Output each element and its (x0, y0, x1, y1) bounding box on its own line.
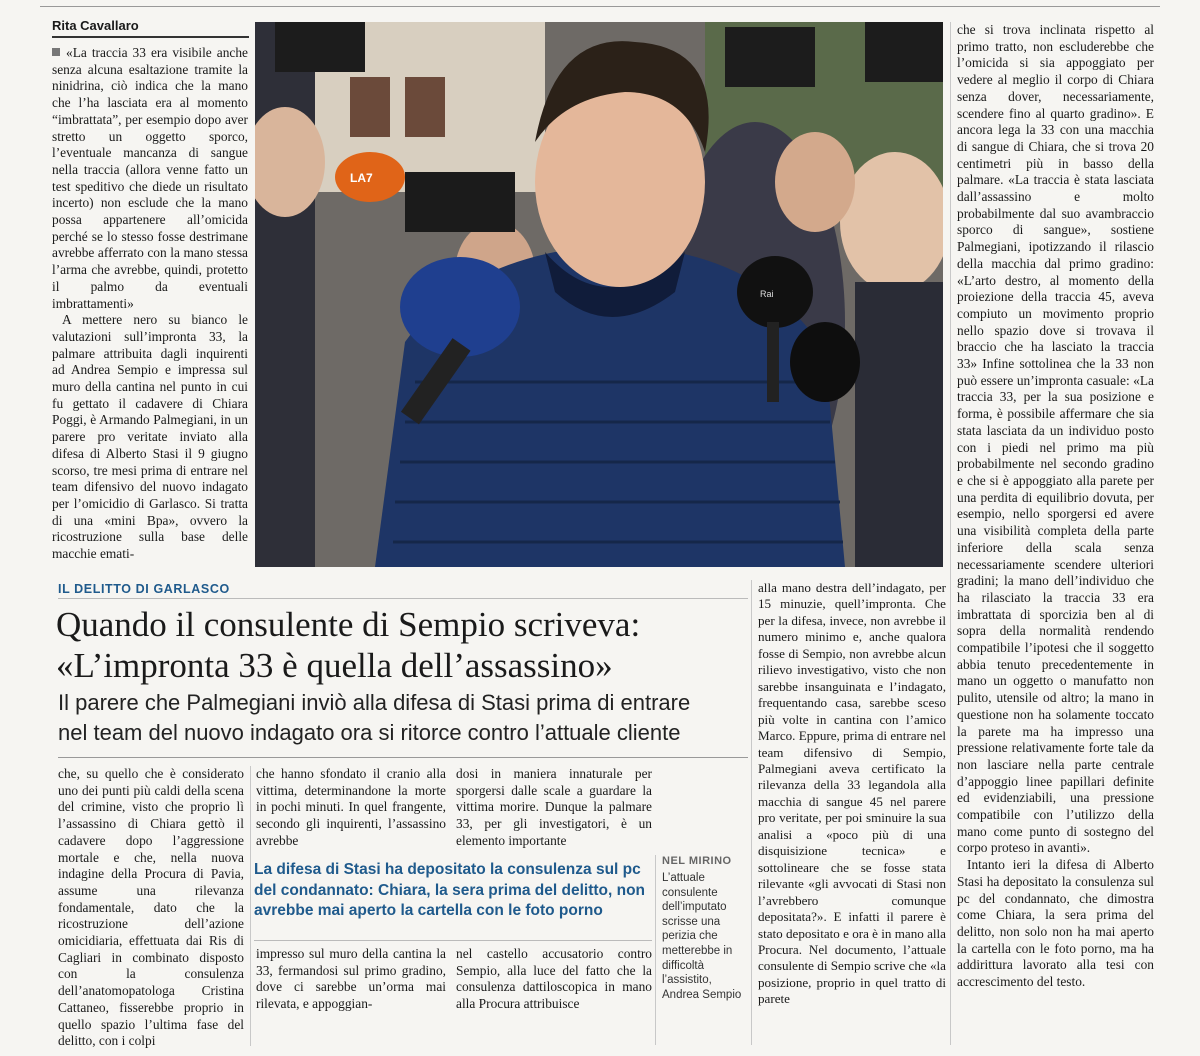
top-rule (40, 6, 1160, 7)
microphone-label: LA7 (350, 171, 373, 185)
column-divider (751, 580, 752, 1045)
subheadline-line: Il parere che Palmegiani inviò alla difesa di Stasi prima di entrare (58, 690, 691, 715)
byline-rule (52, 36, 249, 38)
section-kicker: IL DELITTO DI GARLASCO (58, 582, 230, 596)
subheadline-line: nel team del nuovo indagato ora si ritorce contro l’attuale cliente (58, 720, 681, 745)
column-divider (250, 766, 251, 1046)
column-2-top (256, 766, 446, 850)
column-3-top (456, 766, 652, 850)
column-1-top (52, 45, 248, 563)
paragraph (52, 45, 248, 312)
paragraph: che si trova inclinata rispetto al primo tratto, non escluderebbe che l’omicida si sia appoggiato per vedere al meglio il corpo di Chiara senza dover, necessariamente, scendere fino al quarto gradino». E ancora lega la 33 con una macchia di sangue di Chiara, che si trova 20 centimetri più in basso della palmare. «La traccia è stata lasciata dall’assassino e molto probabilmente dal suo avambraccio sporco di sangue», sostiene Palmegiani, ipotizzando il rilascio della macchia dal primo gradino: «L’arto destro, al momento della proiezione della traccia 45, aveva compiuto un movimento proprio nello spazio dove si trovava il braccio che ha lasciato la traccia 33» Infine sottolinea che la 33 non può essere un’impronta casuale: «La traccia 33, per la sua posizione e forma, è possibile affermare che sia stata lasciata da un individuo posto con i piedi nel primo ma più probabilmente nel secondo gradino e che si è appoggiato alla parete per una perdita di equilibrio dovuta, per esempio, nello sporgersi ed avere una visibilità completa della parte inferiore della scala senza necessariamente scendere ulteriori gradini; la mano dell’individuo che ha rilasciato la traccia 33 era imbrattata di sporcizia ben al di sopra della normalità rendendo compatibile l’ipotesi che il soggetto abbia tenuto precedentemente in mano un oggetto o manufatto non pulito, utensile od altro; la mano in questione non ha solamente toccato la parete ma ha impresso una pressione relativamente forte tale da non lasciare nella parte centrale d’appoggio linee papillari definite ed evidenziabili, una pressione compatibile con l’utilizzo della mano come punto di sostegno del corpo proteso in avanti». (957, 22, 1154, 856)
column-divider (950, 22, 951, 1045)
paragraph: che, su quello che è considerato uno dei punti più caldi della scena del crimine, visto che proprio lì l’assassino di Chiara gettò il cadavere dopo l’aggressione mortale e che, nella nuova indagine della Procura di Pavia, assume una rilevanza fondamentale, dato che la ricostruzione dell’azione omicidiaria, effettuata dai Ris di Cagliari in combinato disposto con la consulenza dell’anatomopatologa Cristina Cattaneo, fisserebbe proprio in quello spazio l’ultima fase del delitto, con i colpi (58, 766, 244, 1049)
column-1-bottom (58, 766, 244, 1050)
photo-caption: L’attuale consulente dell’imputato scrisse una perizia che metterebbe in difficoltà l’assistito, Andrea Sempio (662, 872, 742, 1001)
author-byline: Rita Cavallaro (52, 18, 139, 33)
pull-quote-rule (254, 940, 652, 941)
bullet-square-icon (52, 48, 60, 56)
paragraph: che hanno sfondato il cranio alla vittima, determinandone la morte in pochi minuti. In quel frangente, secondo gli inquirenti, l’assassino avrebbe (256, 766, 446, 848)
quote-text: «La traccia 33 era visibile anche senza alcuna esaltazione tramite la ninidrina, ciò indica che la mano che l’ha lasciata era al momento “imbrattata”, per esempio dopo aver stretto un oggetto sporco, l’eventuale mancanza di sangue nella traccia (allora venne fatto un test speditivo che diede un risultato incerto) non esclude che la mano possa appartenere all’omicida perché se lo stesso fosse destrimane avrebbe afferrato con la mano stessa l’arma che avrebbe, quindi, protetto il palmo da eventuali imbrattamenti» (52, 45, 248, 311)
kicker-rule (58, 598, 748, 599)
subheadline-rule (58, 757, 748, 758)
microphone-label: Rai (760, 289, 774, 299)
column-5 (957, 22, 1154, 991)
photo-illustration (255, 22, 943, 567)
news-photo (255, 22, 943, 567)
paragraph: Intanto ieri la difesa di Alberto Stasi ha depositato la consulenza sul pc del condannato, che dimostra come Chiara, la sera prima del delitto, non solo non ha mai aperto la cartella con le foto porno, ma ha addirittura lavorato alla tesi con accrescimento del testo. (957, 857, 1154, 990)
column-2-bottom (256, 946, 446, 1013)
caption-divider (655, 855, 656, 1045)
paragraph: nel castello accusatorio contro Sempio, alla luce del fatto che la consulenza dattiloscopica in mano alla Procura attribuisce (456, 946, 652, 1012)
headline-line: «L’impronta 33 è quella dell’assassino» (56, 646, 613, 685)
pull-quote: La difesa di Stasi ha depositato la consulenza sul pc del condannato: Chiara, la sera prima del delitto, non avrebbe mai aperto la cartella con le foto porno (254, 861, 646, 919)
subheadline (58, 688, 758, 748)
paragraph: A mettere nero su bianco le valutazioni sull’impronta 33, la palmare attribuita dagli inquirenti ad Andrea Sempio e impressa sul muro della cantina nel punto in cui fu gettato il cadavere di Chiara Poggi, è Armando Palmegiani, in un parere pro veritate inviato alla difesa di Alberto Stasi il 9 giugno scorso, tre mesi prima di entrare nel team difensivo del nuovo indagato per l’omicidio di Garlasco. Si tratta di una «mini Bpa», ovvero la ricostruzione sulla base delle macchie emati- (52, 312, 248, 562)
headline-line: Quando il consulente di Sempio scriveva: (56, 605, 641, 644)
column-3-bottom (456, 946, 652, 1013)
paragraph: dosi in maniera innaturale per sporgersi dalle scale a guardare la vittima morire. Dunque la palmare 33, per gli investigatori, è un elemento importante (456, 766, 652, 848)
paragraph: impresso sul muro della cantina la 33, fermandosi sul primo gradino, dove ci sarebbe un’orma mai rilevata, e appoggian- (256, 946, 446, 1012)
headline (56, 604, 756, 686)
paragraph: alla mano destra dell’indagato, per 15 minuzie, quell’impronta. Che per la difesa, invece, non avrebbe il numero minimo e, anche qualora fosse di Sempio, non avrebbe alcun rilievo investigativo, visto che non sarebbe insanguinata e l’indagato, frequentando casa, sarebbe sceso più volte in cantina con l’amico Marco. Eppure, prima di entrare nel team difensivo di Sempio, Palmegiani aveva certificato la rilevanza della 33 legandola alla macchia di sangue 45 nel parere pro veritate, per poi sminuire la sua analisi a «poco più di una disquisizione tecnica» e sottolineare che se fosse stata rilevante «gli avvocati di Stasi non l’avrebbero comunque depositata?». E infatti il parere è stato depositato e ora è in mano alla Procura. Nel documento, l’attuale consulente di Sempio scrive che «la posizione, proprio in quel tratto di parete (758, 580, 946, 1007)
column-4 (758, 580, 946, 1008)
photo-caption-title: NEL MIRINO (662, 855, 732, 867)
